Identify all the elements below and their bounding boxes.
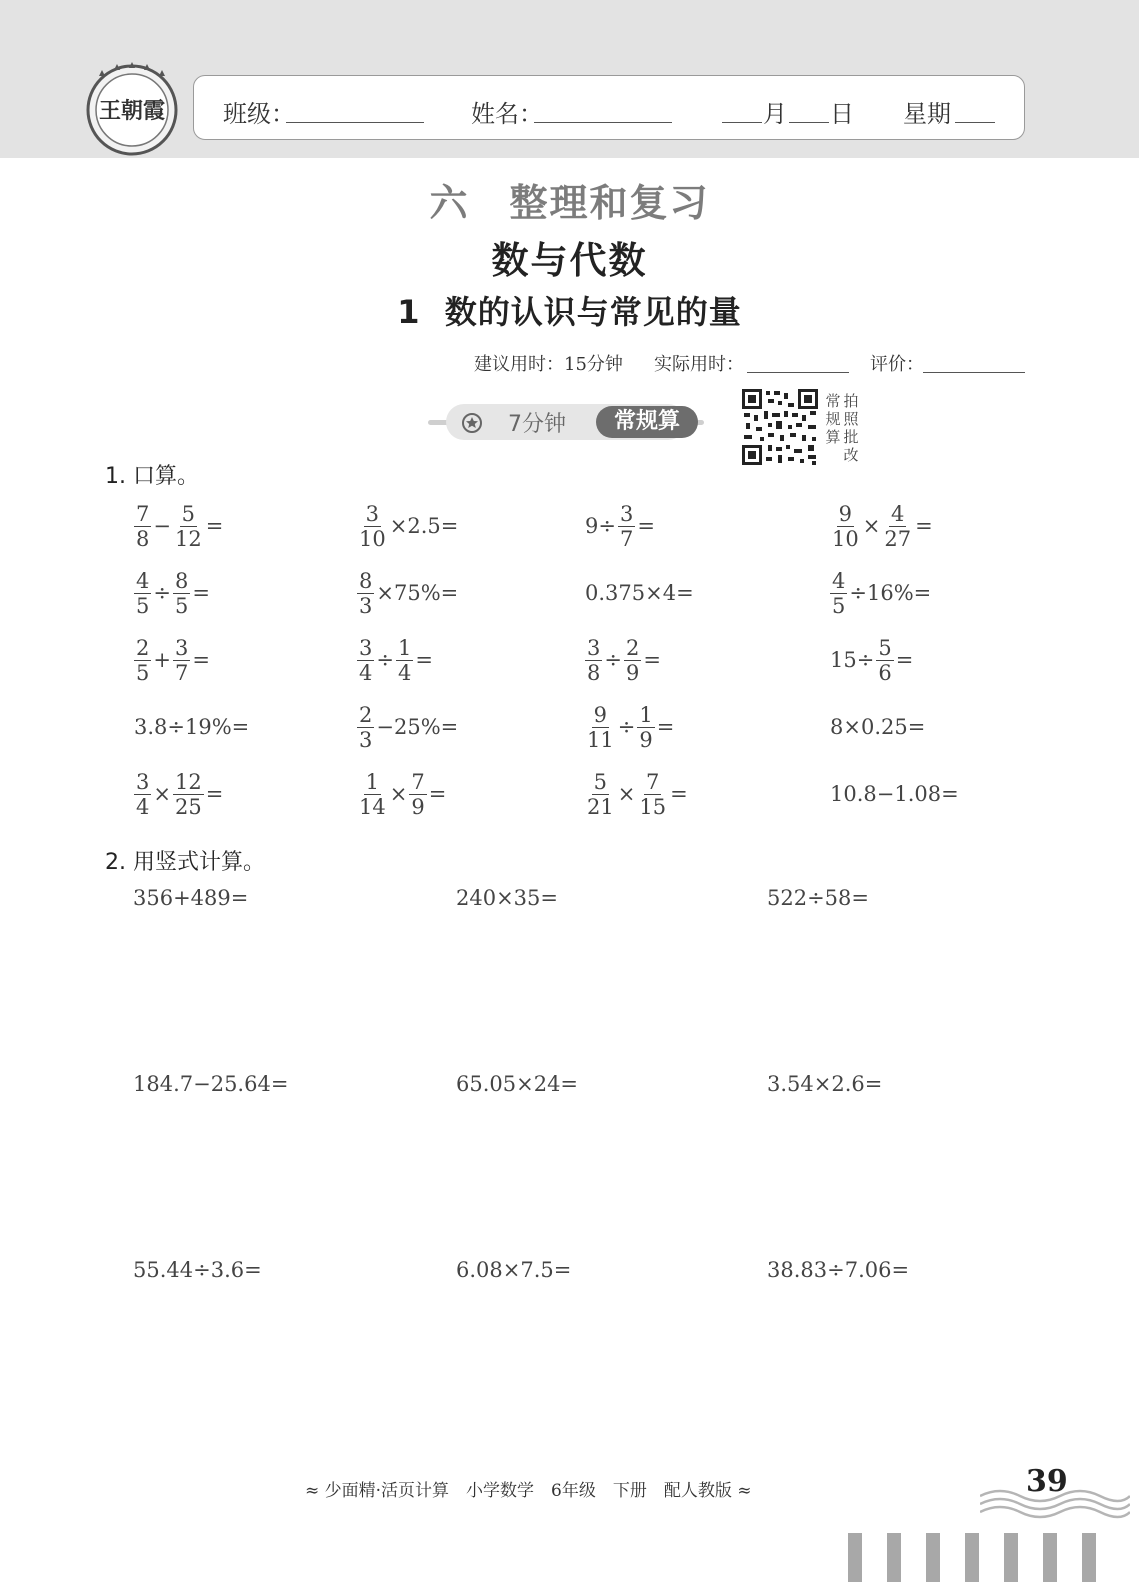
operator-text: ÷16%= [849, 581, 932, 605]
fraction [396, 636, 413, 685]
denominator: 8 [136, 526, 150, 551]
oral-problem [829, 768, 960, 820]
operator-text: ×2.5= [389, 514, 459, 538]
month-label: 月 [763, 100, 787, 128]
page-number: 39 [1026, 1464, 1068, 1499]
unit-title: 六 整理和复习 [429, 181, 710, 225]
question-1-title: 1. 口算。 [105, 464, 199, 489]
operator-text: = [415, 648, 433, 672]
numerator: 3 [136, 769, 150, 794]
name-label: 姓名： [471, 100, 543, 128]
day-field[interactable] [789, 122, 829, 123]
denominator: 4 [359, 660, 373, 685]
operator-text: ÷ [617, 715, 636, 739]
operator-text: = [895, 648, 914, 672]
class-label: 班级： [223, 100, 295, 128]
numerator: 12 [174, 769, 202, 794]
operator-text: = [192, 581, 210, 605]
operator-text: − [153, 514, 171, 538]
suggested-time: 建议用时：15分钟 [474, 354, 623, 375]
operator-text: × [862, 514, 881, 538]
operator-text: ÷ [376, 648, 394, 672]
vertical-problem: 184.7−25.64= [133, 1072, 289, 1096]
section-title: 数与代数 [491, 239, 648, 282]
edge-tab-mark [1004, 1533, 1018, 1582]
edge-tab-mark [965, 1533, 979, 1582]
denominator: 3 [359, 727, 373, 752]
oral-problem [356, 634, 434, 686]
oral-problem [584, 768, 689, 820]
oral-problem [584, 500, 656, 552]
oral-problem [584, 567, 695, 619]
denominator: 6 [878, 660, 892, 685]
actual-time-label: 实际用时： [654, 354, 744, 375]
qr-caption-left: 常规算 [825, 392, 841, 446]
denominator: 5 [136, 593, 150, 618]
fraction [876, 636, 893, 685]
numerator: 8 [174, 568, 189, 593]
section-badge [428, 404, 704, 440]
numerator: 2 [359, 702, 373, 727]
operator-text: 8×0.25= [830, 715, 926, 739]
operator-text: = [192, 648, 210, 672]
fraction [357, 502, 388, 551]
numerator: 8 [359, 568, 373, 593]
fraction [134, 569, 151, 618]
oral-problem [584, 634, 662, 686]
footer-text: ≈ 少面精·活页计算 小学数学 6年级 下册 配人教版 ≈ [305, 1481, 752, 1501]
operator-text: = [670, 782, 688, 806]
badge-label: 常规算 [596, 406, 698, 438]
vertical-problem: 240×35= [456, 886, 558, 910]
denominator: 5 [174, 593, 189, 618]
denominator: 9 [411, 794, 425, 819]
operator-text: 9÷ [585, 514, 616, 538]
operator-text: = [428, 782, 447, 806]
rating-label: 评价： [870, 354, 924, 375]
badge-time: 7分钟 [508, 412, 566, 437]
denominator: 11 [587, 727, 614, 752]
operator-text: × [389, 782, 408, 806]
fraction [134, 636, 151, 685]
fraction [357, 770, 388, 819]
oral-problem [356, 567, 459, 619]
numerator: 5 [593, 769, 608, 794]
numerator: 3 [619, 501, 634, 526]
medal-icon [460, 410, 484, 434]
fraction [830, 569, 847, 618]
fraction [637, 703, 654, 752]
denominator: 14 [359, 794, 386, 819]
operator-text: = [643, 648, 661, 672]
numerator: 7 [136, 501, 150, 526]
denominator: 10 [832, 526, 859, 551]
numerator: 3 [587, 635, 601, 660]
fraction [134, 770, 151, 819]
fraction [585, 703, 616, 752]
oral-problem [584, 701, 675, 753]
oral-problem [133, 567, 211, 619]
oral-problem [133, 701, 250, 753]
fraction [624, 636, 641, 685]
operator-text: + [153, 648, 171, 672]
edge-tab-mark [1082, 1533, 1096, 1582]
numerator: 5 [181, 501, 196, 526]
oral-problem [356, 500, 459, 552]
fraction [637, 770, 668, 819]
numerator: 2 [625, 635, 640, 660]
vertical-problem: 3.54×2.6= [767, 1072, 883, 1096]
denominator: 8 [587, 660, 601, 685]
fraction [173, 770, 204, 819]
operator-text: = [637, 514, 655, 538]
denominator: 12 [174, 526, 202, 551]
denominator: 5 [136, 660, 150, 685]
operator-text: × [617, 782, 636, 806]
edge-tab-mark [1043, 1533, 1057, 1582]
denominator: 7 [174, 660, 189, 685]
operator-text: × [153, 782, 171, 806]
badge-pill [446, 404, 686, 440]
fraction [173, 502, 204, 551]
denominator: 4 [397, 660, 412, 685]
class-field[interactable] [286, 122, 424, 123]
operator-text: ÷ [153, 581, 171, 605]
operator-text: ÷ [604, 648, 622, 672]
numerator: 9 [593, 702, 608, 727]
denominator: 9 [625, 660, 640, 685]
vertical-problem: 356+489= [133, 886, 249, 910]
vertical-problem: 6.08×7.5= [456, 1258, 572, 1282]
fraction [173, 636, 190, 685]
fraction [585, 770, 616, 819]
numerator: 7 [646, 769, 660, 794]
fraction [618, 502, 635, 551]
lesson-title: 1 数的认识与常见的量 [397, 293, 742, 331]
day-label: 日 [830, 100, 854, 128]
fraction [409, 770, 426, 819]
oral-problem [829, 701, 926, 753]
operator-text: 15÷ [830, 648, 875, 672]
student-info-box [193, 75, 1025, 140]
numerator: 1 [639, 702, 653, 727]
operator-text: = [205, 782, 224, 806]
fraction [173, 569, 190, 618]
denominator: 21 [587, 794, 614, 819]
oral-problem [356, 768, 447, 820]
actual-time-field[interactable] [747, 372, 849, 373]
edge-tab-mark [848, 1533, 862, 1582]
numerator: 1 [365, 769, 380, 794]
fraction [882, 502, 913, 551]
operator-text: −25%= [376, 715, 459, 739]
name-field[interactable] [534, 122, 672, 123]
fraction [357, 569, 374, 618]
operator-text: = [915, 514, 933, 538]
denominator: 7 [619, 526, 634, 551]
numerator: 3 [365, 501, 380, 526]
numerator: 4 [891, 501, 905, 526]
numerator: 4 [832, 568, 846, 593]
logo-text: 王朝霞 [98, 98, 166, 124]
fraction [357, 703, 374, 752]
numerator: 2 [136, 635, 150, 660]
qr-code-icon[interactable] [740, 387, 820, 467]
numerator: 7 [411, 769, 425, 794]
denominator: 15 [639, 794, 667, 819]
vertical-problem: 38.83÷7.06= [767, 1258, 910, 1282]
weekday-label: 星期 [903, 100, 951, 128]
fraction [585, 636, 602, 685]
vertical-problem: 65.05×24= [456, 1072, 579, 1096]
operator-text: 0.375×4= [585, 581, 694, 605]
oral-problem [829, 500, 934, 552]
denominator: 3 [359, 593, 373, 618]
oral-problem [829, 634, 914, 686]
operator-text: = [205, 514, 224, 538]
oral-problem [829, 567, 932, 619]
numerator: 4 [136, 568, 150, 593]
denominator: 5 [832, 593, 846, 618]
denominator: 4 [136, 794, 150, 819]
numerator: 9 [838, 501, 853, 526]
operator-text: = [656, 715, 675, 739]
operator-text: 10.8−1.08= [830, 782, 959, 806]
numerator: 3 [174, 635, 189, 660]
vertical-problem: 522÷58= [767, 886, 869, 910]
fraction [134, 502, 151, 551]
oral-problem [356, 701, 459, 753]
question-2-title: 2. 用竖式计算。 [105, 850, 265, 875]
edge-tab-mark [926, 1533, 940, 1582]
denominator: 25 [174, 794, 202, 819]
operator-text: ×75%= [376, 581, 459, 605]
rating-field[interactable] [923, 372, 1025, 373]
weekday-field[interactable] [955, 122, 995, 123]
month-field[interactable] [722, 122, 762, 123]
numerator: 3 [359, 635, 373, 660]
oral-problem [133, 768, 224, 820]
edge-tab-mark [887, 1533, 901, 1582]
oral-problem [133, 500, 224, 552]
denominator: 10 [359, 526, 386, 551]
numerator: 1 [397, 635, 412, 660]
fraction [830, 502, 861, 551]
vertical-problem: 55.44÷3.6= [133, 1258, 262, 1282]
oral-problem [133, 634, 211, 686]
fraction [357, 636, 374, 685]
qr-caption-right: 拍照批改 [843, 392, 859, 464]
operator-text: 3.8÷19%= [134, 715, 250, 739]
denominator: 27 [884, 526, 912, 551]
publisher-logo [82, 58, 182, 158]
numerator: 5 [878, 635, 892, 660]
denominator: 9 [639, 727, 653, 752]
